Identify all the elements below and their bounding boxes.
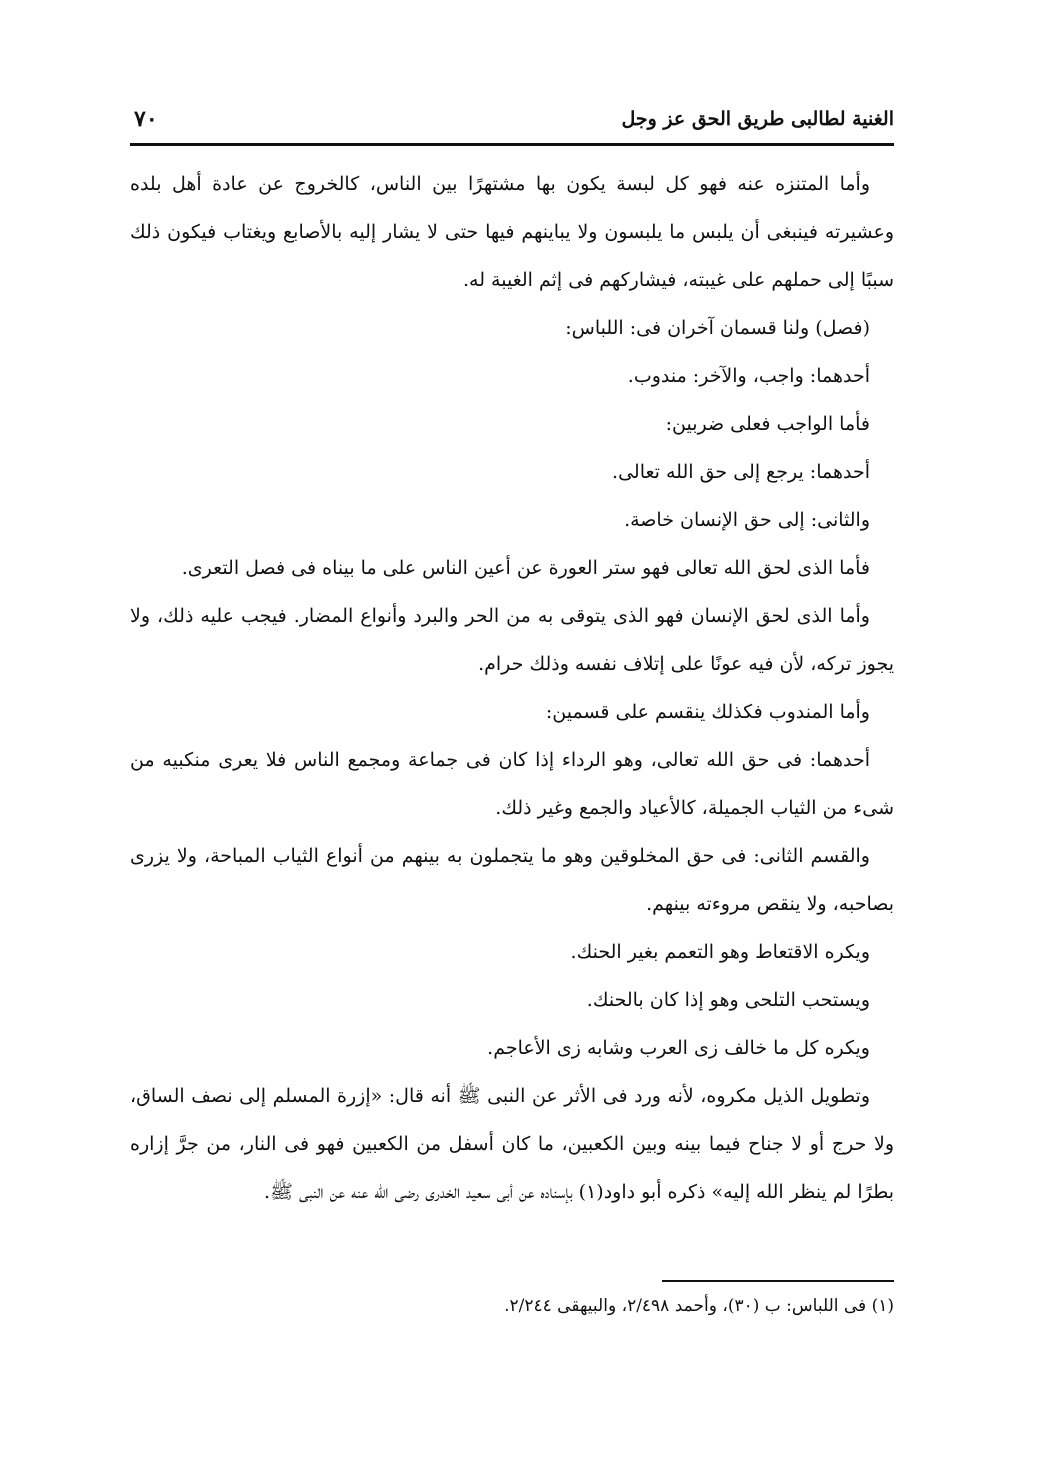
paragraph: وأما المتنزه عنه فهو كل لبسة يكون بها مشتهرًا بين الناس، كالخروج عن عادة أهل بلده وعشيرته فينبغى أن يلبس ما يلبسون ولا يباينهم فيها حتى لا يشار إليه بالأصابع ويغتاب فيكون ذلك سببًا إلى حملهم على غيبته، فيشاركهم فى إثم الغيبة له.	[130, 173, 894, 291]
page-number: ٧٠	[134, 106, 158, 132]
paragraph: وتطويل الذيل مكروه، لأنه ورد فى الأثر عن النبى ﷺ أنه قال: «إزرة المسلم إلى نصف الساق، ولا حرج أو لا جناح فيما بينه وبين الكعبين، ما كان أسفل من الكعبين فهو فى النار، من جرَّ إزاره بطرًا لم ينظر الله إليه» ذكره أبو داود(١) بإسناده عن أبى سعيد الخدرى رضى الله عنه عن النبى ﷺ.	[130, 1085, 894, 1203]
paragraph: فأما الذى لحق الله تعالى فهو ستر العورة عن أعين الناس على ما بيناه فى فصل التعرى.	[181, 557, 870, 579]
main-text	[130, 160, 894, 1216]
paragraph: ويكره كل ما خالف زى العرب وشابه زى الأعاجم.	[487, 1037, 870, 1059]
header-divider	[130, 143, 894, 146]
paragraph: أحدهما: يرجع إلى حق الله تعالى.	[612, 461, 870, 483]
running-header	[130, 104, 894, 144]
paragraph: ويستحب التلحى وهو إذا كان بالحنك.	[586, 989, 870, 1011]
book-title: الغنية لطالبى طريق الحق عز وجل	[621, 108, 894, 130]
footnote-divider	[662, 1280, 894, 1282]
footnote: (١) فى اللباس: ب (٣٠)، وأحمد ٢/٤٩٨، والبيهقى ٢/٢٤٤.	[504, 1296, 894, 1316]
paragraph: وأما المندوب فكذلك ينقسم على قسمين:	[545, 701, 870, 723]
paragraph: وأما الذى لحق الإنسان فهو الذى يتوقى به من الحر والبرد وأنواع المضار. فيجب عليه ذلك، ولا يجوز تركه، لأن فيه عونًا على إتلاف نفسه وذلك حرام.	[130, 605, 894, 675]
section-heading: (فصل) ولنا قسمان آخران فى: اللباس:	[565, 317, 870, 339]
paragraph: والقسم الثانى: فى حق المخلوقين وهو ما يتجملون به بينهم من أنواع الثياب المباحة، ولا يزرى بصاحبه، ولا ينقص مروءته بينهم.	[130, 845, 894, 915]
paragraph: أحدهما: فى حق الله تعالى، وهو الرداء إذا كان فى جماعة ومجمع الناس فلا يعرى منكبيه من شىء من الثياب الجميلة، كالأعياد والجمع وغير ذلك.	[130, 749, 894, 819]
paragraph: والثانى: إلى حق الإنسان خاصة.	[624, 509, 870, 531]
paragraph: ويكره الاقتعاط وهو التعمم بغير الحنك.	[570, 941, 870, 963]
paragraph: فأما الواجب فعلى ضربين:	[665, 413, 870, 435]
paragraph: أحدهما: واجب، والآخر: مندوب.	[627, 365, 870, 387]
